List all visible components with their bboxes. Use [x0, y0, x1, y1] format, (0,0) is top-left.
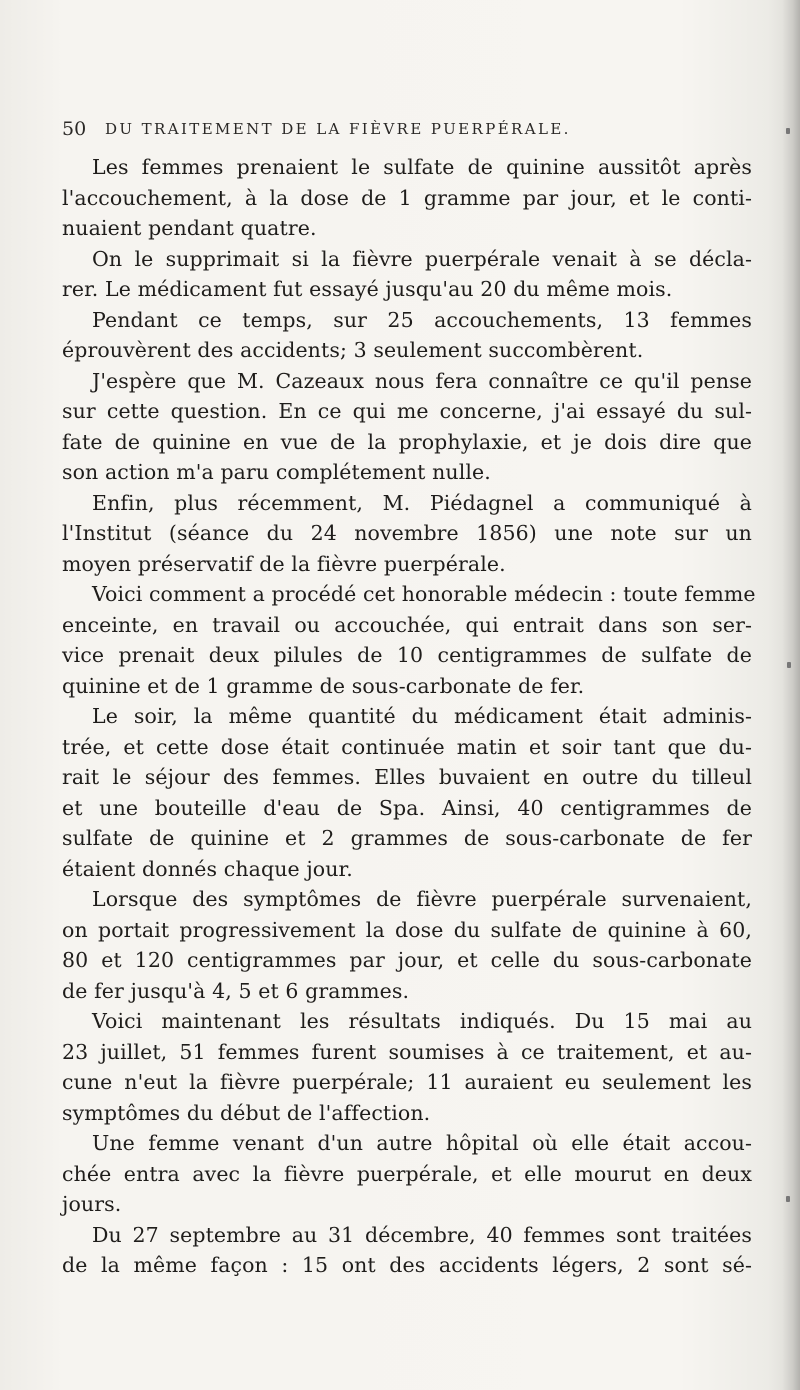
text-line: l'accouchement, à la dose de 1 gramme par jour, et le conti- — [62, 185, 752, 210]
text-line: quinine et de 1 gramme de sous-carbonate de fer. — [62, 673, 585, 698]
text-line: Lorsque des symptômes de fièvre puerpérale survenaient, — [92, 887, 752, 911]
text-line: 23 juillet, 51 femmes furent soumises à ce traitement, et au- — [62, 1039, 752, 1064]
text-line: fate de quinine en vue de la prophylaxie, et je dois dire que — [62, 429, 752, 454]
margin-mark — [786, 128, 790, 134]
text-line: On le supprimait si la fièvre puerpérale venait à se décla- — [92, 246, 752, 271]
text-line: Voici comment a procédé cet honorable médecin : toute femme — [92, 582, 756, 606]
text-line: 80 et 120 centigrammes par jour, et celle du sous-carbonate — [62, 948, 752, 972]
text-line: vice prenait deux pilules de 10 centigrammes de sulfate de — [62, 643, 752, 667]
text-line: et une bouteille d'eau de Spa. Ainsi, 40 centigrammes de — [62, 795, 752, 820]
margin-mark — [787, 662, 791, 668]
text-line: de fer jusqu'à 4, 5 et 6 grammes. — [62, 978, 410, 1003]
text-line: enceinte, en travail ou accouchée, qui entrait dans son ser- — [62, 612, 752, 637]
text-line: chée entra avec la fièvre puerpérale, et elle mourut en deux — [62, 1161, 752, 1186]
running-title: DU TRAITEMENT DE LA FIÈVRE PUERPÉRALE. — [105, 120, 571, 138]
text-line: trée, et cette dose était continuée matin et soir tant que du- — [62, 734, 752, 759]
body-text — [62, 152, 756, 1281]
text-line: J'espère que M. Cazeaux nous fera connaître ce qu'il pense — [92, 368, 752, 393]
page-edge-shadow — [782, 0, 800, 1390]
text-line: Voici maintenant les résultats indiqués. Du 15 mai au — [92, 1009, 752, 1033]
text-line: Une femme venant d'un autre hôpital où elle était accou- — [92, 1131, 752, 1155]
text-line: jours. — [62, 1192, 122, 1216]
text-line: rait le séjour des femmes. Elles buvaient en outre du tilleul — [62, 765, 752, 789]
text-line: Du 27 septembre au 31 décembre, 40 femmes sont traitées — [92, 1222, 752, 1247]
text-line: de la même façon : 15 ont des accidents légers, 2 sont sé- — [62, 1253, 752, 1277]
text-line: cune n'eut la fièvre puerpérale; 11 auraient eu seulement les — [62, 1070, 752, 1094]
margin-mark — [786, 1196, 790, 1202]
text-line: rer. Le médicament fut essayé jusqu'au 20 du même mois. — [62, 277, 673, 301]
text-line: moyen préservatif de la fièvre puerpérale. — [62, 551, 506, 576]
text-line: sulfate de quinine et 2 grammes de sous-carbonate de fer — [62, 826, 752, 850]
text-line: Pendant ce temps, sur 25 accouchements, 13 femmes — [92, 307, 752, 332]
page-header — [62, 118, 752, 148]
text-line: symptômes du début de l'affection. — [62, 1100, 431, 1125]
text-line: nuaient pendant quatre. — [62, 216, 317, 240]
text-line: Les femmes prenaient le sulfate de quinine aussitôt après — [92, 155, 752, 179]
text-line: l'Institut (séance du 24 novembre 1856) une note sur un — [62, 521, 752, 545]
text-line: on portait progressivement la dose du sulfate de quinine à 60, — [62, 917, 752, 942]
text-line: étaient donnés chaque jour. — [62, 856, 353, 881]
text-line: Le soir, la même quantité du médicament était adminis- — [92, 704, 752, 728]
text-line: sur cette question. En ce qui me concerne, j'ai essayé du sul- — [62, 399, 752, 423]
text-line: Enfin, plus récemment, M. Piédagnel a communiqué à — [92, 490, 752, 515]
text-line: éprouvèrent des accidents; 3 seulement succombèrent. — [62, 338, 644, 362]
page-number: 50 — [62, 118, 87, 140]
text-line: son action m'a paru complétement nulle. — [62, 460, 491, 484]
